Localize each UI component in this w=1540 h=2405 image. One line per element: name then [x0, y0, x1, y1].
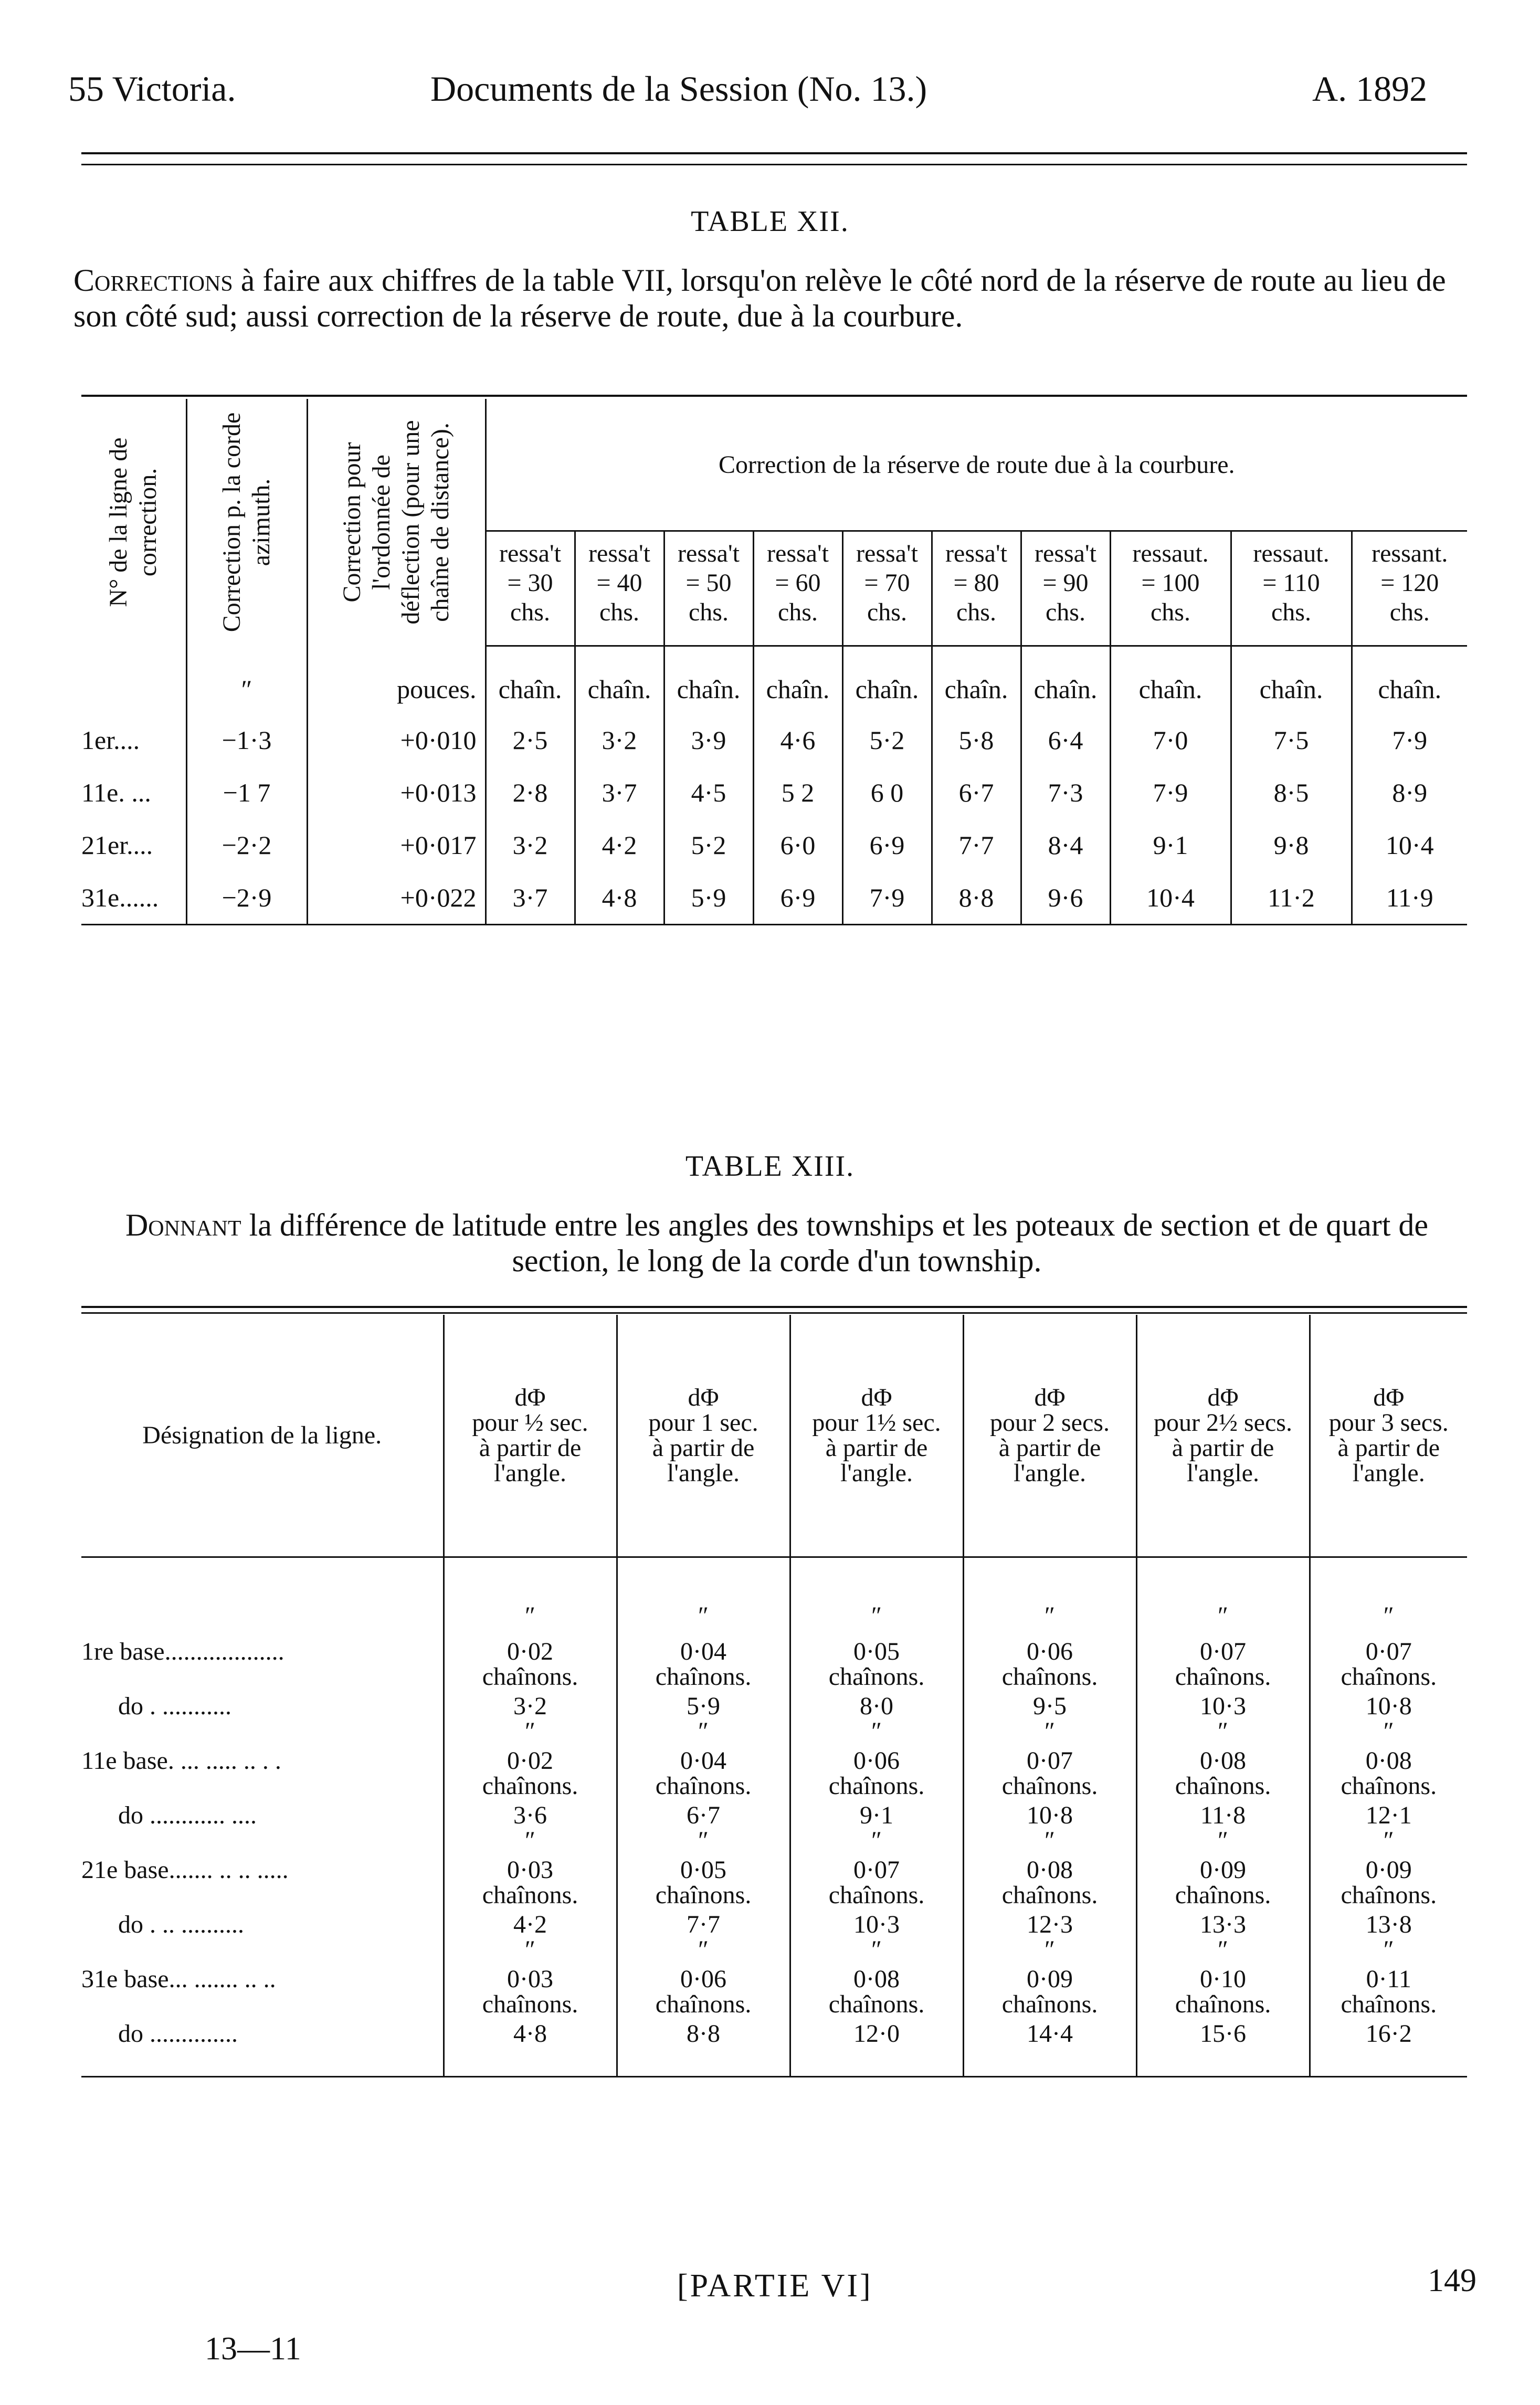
cell-chains: 15·6 — [1136, 2021, 1310, 2077]
col-header-one-sec: dΦ pour 1 sec. à partir de l'angle. — [617, 1315, 790, 1557]
cell-chains: 10·8 ″ — [963, 1803, 1136, 1858]
table-13-rule-top — [81, 1306, 1467, 1308]
col-header-half-sec: dΦ pour ½ sec. à partir de l'angle. — [444, 1315, 617, 1557]
row-value: 4·5 — [664, 766, 753, 819]
unit-azimuth: ″ — [186, 646, 307, 714]
table-row — [81, 819, 1467, 871]
header-rule-bottom — [81, 164, 1467, 165]
table-12-rule — [81, 395, 1467, 397]
row-value: 2·5 — [486, 714, 575, 766]
table-13-caption-text: la différence de latitude entre les angles des townships et les poteaux de section et de quart de section, le long de la corde d'un township. — [241, 1208, 1429, 1278]
row-value: 5·2 — [664, 819, 753, 871]
curve-subheader: ressa't = 40 chs. — [575, 531, 664, 646]
table-row — [81, 1629, 1467, 1694]
row-do-label: do . ........... — [81, 1694, 444, 1748]
cell-chains: 7·7 ″ — [617, 1912, 790, 1967]
row-value: 3·7 — [575, 766, 664, 819]
row-value: 3·7 — [486, 871, 575, 925]
row-value: 6·9 — [842, 819, 932, 871]
footer-part: [PARTIE VI] — [677, 2268, 873, 2304]
cell-secs: 0·08 chaînons. — [790, 1967, 963, 2021]
table-13-title: TABLE XIII. — [685, 1150, 855, 1183]
row-azimuth: −1 7 — [186, 766, 307, 819]
table-12-caption — [73, 262, 1470, 334]
unit-curve: chaîn. — [1231, 646, 1352, 714]
row-value: 8·5 — [1231, 766, 1352, 819]
table-12-caption-text: à faire aux chiffres de la table VII, lorsqu'on relève le côté nord de la réserve de route au lieu de son côté sud; aussi correction de la réserve de route, due à la courbure. — [73, 263, 1446, 333]
row-azimuth: −2·9 — [186, 871, 307, 925]
unit-mark: ″ — [963, 1557, 1136, 1629]
cell-chains: 12·0 — [790, 2021, 963, 2077]
cell-secs: 0·08 chaînons. — [1136, 1748, 1310, 1803]
row-value: 3·2 — [486, 819, 575, 871]
footer-page-number: 149 — [1428, 2263, 1476, 2298]
header-session-year: 55 Victoria. — [68, 69, 236, 109]
table-row — [81, 1967, 1467, 2021]
cell-secs: 0·04 chaînons. — [617, 1748, 790, 1803]
table-row — [81, 1748, 1467, 1803]
row-value: 9·1 — [1110, 819, 1231, 871]
cell-secs: 0·02 chaînons. — [444, 1748, 617, 1803]
row-value: 6·9 — [753, 871, 842, 925]
table-12 — [81, 399, 1467, 925]
table-12-title: TABLE XII. — [691, 205, 849, 238]
row-value: 10·4 — [1110, 871, 1231, 925]
cell-secs: 0·07 chaînons. — [963, 1748, 1136, 1803]
col-header-designation: Désignation de la ligne. — [81, 1315, 444, 1557]
cell-secs: 0·03 chaînons. — [444, 1858, 617, 1912]
row-value: 6·7 — [932, 766, 1021, 819]
row-value: 7·9 — [1110, 766, 1231, 819]
row-offset: +0·022 — [307, 871, 486, 925]
table-13-caption-lead: Donnant — [125, 1208, 241, 1242]
cell-secs: 0·03 chaînons. — [444, 1967, 617, 2021]
unit-mark: ″ — [790, 1557, 963, 1629]
table-12-caption-lead: Corrections — [73, 263, 233, 298]
cell-chains: 9·1 ″ — [790, 1803, 963, 1858]
unit-mark: ″ — [617, 1557, 790, 1629]
cell-secs: 0·09 chaînons. — [1136, 1858, 1310, 1912]
cell-secs: 0·08 chaînons. — [963, 1858, 1136, 1912]
row-line-label: 31e...... — [81, 871, 186, 925]
row-value: 11·9 — [1352, 871, 1467, 925]
col-header-line: N° de la ligne de correction. — [81, 399, 186, 646]
row-line-label: 21er.... — [81, 819, 186, 871]
cell-chains: 13·8 ″ — [1365, 1911, 1412, 1964]
row-line-label: 11e. ... — [81, 766, 186, 819]
row-value: 11·2 — [1231, 871, 1352, 925]
row-do-label: do . .. .......... — [81, 1912, 444, 1967]
cell-chains: 3·6 ″ — [444, 1803, 617, 1858]
row-offset: +0·013 — [307, 766, 486, 819]
row-value: 8·8 — [932, 871, 1021, 925]
row-value: 5·8 — [932, 714, 1021, 766]
cell-chains: 6·7 ″ — [617, 1803, 790, 1858]
table-row — [81, 766, 1467, 819]
cell-secs: 0·07 chaînons. — [790, 1858, 963, 1912]
cell-secs: 0·09 chaînons. — [1341, 1856, 1437, 1909]
col-header-one-half-sec: dΦ pour 1½ sec. à partir de l'angle. — [790, 1315, 963, 1557]
table-row — [81, 2021, 1467, 2077]
header-rule-top — [81, 152, 1467, 154]
header-document-title: Documents de la Session (No. 13.) — [430, 69, 927, 109]
header-year: A. 1892 — [1312, 69, 1428, 109]
table-row — [81, 1694, 1467, 1748]
curve-subheader: ressa't = 70 chs. — [842, 531, 932, 646]
curve-subheader: ressa't = 80 chs. — [932, 531, 1021, 646]
curve-subheader: ressa't = 90 chs. — [1021, 531, 1110, 646]
unit-curve: chaîn. — [753, 646, 842, 714]
cell-chains: 4·8 — [444, 2021, 617, 2077]
cell-secs: 0·05 chaînons. — [790, 1629, 963, 1694]
row-value: 7·9 — [1392, 725, 1428, 755]
unit-curve: chaîn. — [664, 646, 753, 714]
cell-secs: 0·10 chaînons. — [1136, 1967, 1310, 2021]
unit-mark: ″ — [444, 1557, 617, 1629]
row-azimuth: −1·3 — [186, 714, 307, 766]
cell-chains: 10·8 ″ — [1365, 1692, 1412, 1745]
cell-chains: 13·3 ″ — [1136, 1912, 1310, 1967]
row-value: 7·0 — [1110, 714, 1231, 766]
unit-row-blank — [81, 1557, 444, 1629]
row-offset: +0·017 — [307, 819, 486, 871]
cell-secs: 0·07 chaînons. — [1341, 1638, 1437, 1691]
unit-mark: ″ — [1383, 1602, 1394, 1630]
cell-secs: 0·08 chaînons. — [1341, 1747, 1437, 1800]
row-base-label: 21e base....... .. .. ..... — [81, 1858, 444, 1912]
row-value: 4·2 — [575, 819, 664, 871]
col-header-offset: Correction pour l'ordonnée de déflection (pour une chaîne de distance). — [307, 399, 486, 646]
row-value: 6·0 — [753, 819, 842, 871]
row-base-label: 1re base................... — [81, 1629, 444, 1694]
curve-subheader: ressa't = 50 chs. — [664, 531, 753, 646]
cell-chains: 11·8 ″ — [1136, 1803, 1310, 1858]
row-value: 9·8 — [1231, 819, 1352, 871]
cell-secs: 0·06 chaînons. — [963, 1629, 1136, 1694]
unit-curve: chaîn. — [1110, 646, 1231, 714]
row-value: 6 0 — [842, 766, 932, 819]
unit-curve: chaîn. — [842, 646, 932, 714]
cell-chains: 10·3 ″ — [790, 1912, 963, 1967]
table-13 — [81, 1315, 1467, 2077]
row-value: 7·9 — [842, 871, 932, 925]
unit-line — [81, 646, 186, 714]
cell-chains: 16·2 — [1310, 2021, 1467, 2077]
unit-mark: ″ — [1136, 1557, 1310, 1629]
table-row — [81, 714, 1467, 766]
cell-chains: 9·5 ″ — [963, 1694, 1136, 1748]
cell-secs: 0·05 chaînons. — [617, 1858, 790, 1912]
curve-subheader: ressant. = 120 chs. — [1352, 531, 1467, 646]
cell-chains: 12·1 ″ — [1365, 1801, 1412, 1854]
unit-curve: chaîn. — [1378, 674, 1442, 704]
row-value: 10·4 — [1385, 830, 1434, 860]
cell-chains: 12·3 ″ — [963, 1912, 1136, 1967]
cell-chains: 5·9 ″ — [617, 1694, 790, 1748]
table-13-rule-bottom — [81, 1312, 1467, 1314]
unit-curve: chaîn. — [575, 646, 664, 714]
col-header-three-secs: dΦ pour 3 secs. à partir de l'angle. — [1310, 1315, 1467, 1557]
row-value: 7·5 — [1231, 714, 1352, 766]
unit-curve: chaîn. — [1021, 646, 1110, 714]
cell-secs: 0·06 chaînons. — [617, 1967, 790, 2021]
row-offset: +0·010 — [307, 714, 486, 766]
row-value: 4·6 — [753, 714, 842, 766]
curve-subheader: ressa't = 30 chs. — [486, 531, 575, 646]
row-value: 5 2 — [753, 766, 842, 819]
row-value: 3·2 — [575, 714, 664, 766]
row-do-label: do .............. — [81, 2021, 444, 2077]
curve-subheader: ressa't = 60 chs. — [753, 531, 842, 646]
cell-chains: 8·8 — [617, 2021, 790, 2077]
row-value: 4·8 — [575, 871, 664, 925]
cell-secs: 0·06 chaînons. — [790, 1748, 963, 1803]
table-row — [81, 871, 1467, 925]
row-value: 3·9 — [664, 714, 753, 766]
table-row — [81, 1858, 1467, 1912]
col-header-two-half-secs: dΦ pour 2½ secs. à partir de l'angle. — [1136, 1315, 1310, 1557]
unit-offset: pouces. — [307, 646, 486, 714]
footer-sheet-mark: 13—11 — [205, 2331, 301, 2367]
cell-chains: 4·2 ″ — [444, 1912, 617, 1967]
cell-secs: 0·02 chaînons. — [444, 1629, 617, 1694]
row-value: 6·4 — [1021, 714, 1110, 766]
row-value: 2·8 — [486, 766, 575, 819]
unit-curve: chaîn. — [932, 646, 1021, 714]
row-base-label: 31e base... ....... .. .. — [81, 1967, 444, 2021]
curve-subheader: ressaut. = 110 chs. — [1231, 531, 1352, 646]
row-value: 8·9 — [1392, 777, 1428, 807]
cell-chains: 3·2 ″ — [444, 1694, 617, 1748]
row-value: 8·4 — [1021, 819, 1110, 871]
row-base-label: 11e base. ... ..... .. . . — [81, 1748, 444, 1803]
row-value: 5·2 — [842, 714, 932, 766]
cell-secs: 0·09 chaînons. — [963, 1967, 1136, 2021]
curve-subheader: ressaut. = 100 chs. — [1110, 531, 1231, 646]
row-value: 7·3 — [1021, 766, 1110, 819]
cell-secs: 0·07 chaînons. — [1136, 1629, 1310, 1694]
cell-chains: 10·3 ″ — [1136, 1694, 1310, 1748]
cell-chains: 8·0 ″ — [790, 1694, 963, 1748]
table-13-caption — [84, 1207, 1470, 1279]
col-header-two-secs: dΦ pour 2 secs. à partir de l'angle. — [963, 1315, 1136, 1557]
table-row — [81, 1803, 1467, 1858]
cell-chains: 14·4 — [963, 2021, 1136, 2077]
curve-header: Correction de la réserve de route due à la courbure. — [718, 450, 1235, 479]
row-azimuth: −2·2 — [186, 819, 307, 871]
row-value: 5·9 — [664, 871, 753, 925]
cell-secs: 0·04 chaînons. — [617, 1629, 790, 1694]
row-do-label: do ............ .... — [81, 1803, 444, 1858]
table-row — [81, 1912, 1467, 1967]
row-value: 7·7 — [932, 819, 1021, 871]
col-header-azimuth: Correction p. la corde azimuth. — [186, 399, 307, 646]
cell-secs: 0·11 chaînons. — [1341, 1965, 1437, 2018]
row-value: 9·6 — [1021, 871, 1110, 925]
row-line-label: 1er.... — [81, 714, 186, 766]
unit-curve: chaîn. — [486, 646, 575, 714]
